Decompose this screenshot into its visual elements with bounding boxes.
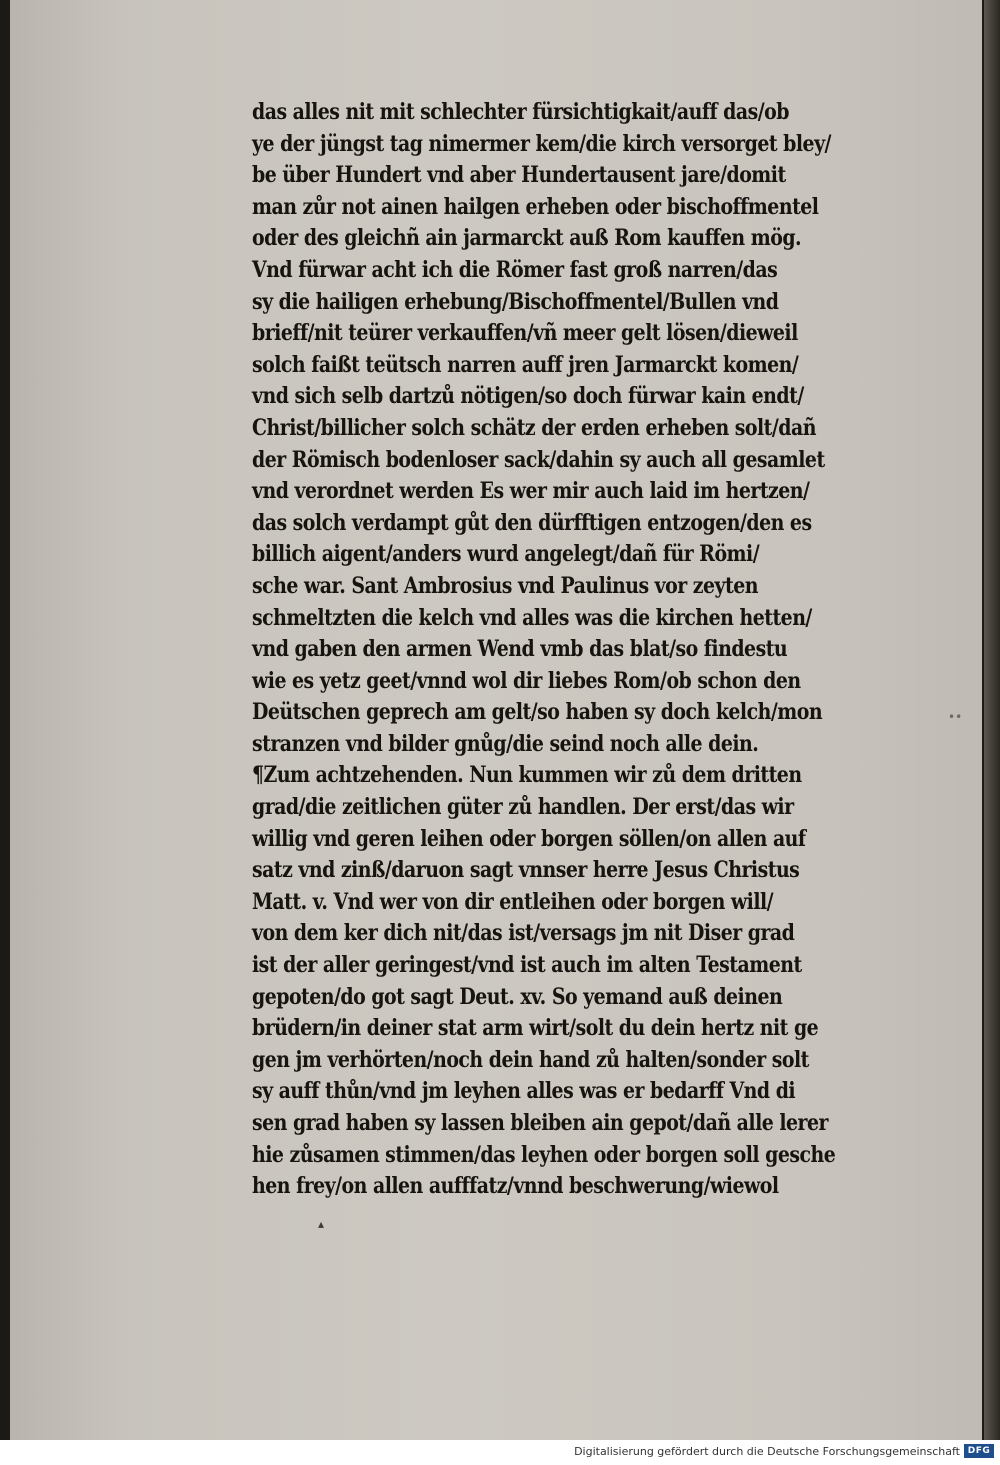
text-line: von dem ker dich nit/das ist/versags jm nit Diser grad bbox=[252, 920, 795, 947]
text-line: ist der aller geringest/vnd ist auch im alten Testament bbox=[252, 952, 802, 979]
text-line: sy auff thůn/vnd jm leyhen alles was er bedarff Vnd di bbox=[252, 1078, 796, 1105]
text-line: das alles nit mit schlechter fürsichtigkait/auff das/ob bbox=[252, 99, 789, 125]
signature-mark: ▴ bbox=[318, 1217, 325, 1231]
text-line: sche war. Sant Ambrosius vnd Paulinus vor zeyten bbox=[252, 572, 759, 599]
text-line: brüdern/in deiner stat arm wirt/solt du dein hertz nit ge bbox=[252, 1015, 819, 1042]
text-line: willig vnd geren leihen oder borgen söllen/on allen auf bbox=[252, 825, 806, 852]
text-column bbox=[252, 97, 942, 1203]
text-line: stranzen vnd bilder gnůg/die seind noch alle dein. bbox=[252, 730, 759, 757]
text-line: satz vnd zinß/daruon sagt vnnser herre Jesus Christus bbox=[252, 857, 800, 884]
text-line: gen jm verhörten/noch dein hand zů halten/sonder solt bbox=[252, 1046, 809, 1073]
text-line: wie es yetz geet/vnnd wol dir liebes Rom/ob schon den bbox=[252, 667, 801, 694]
text-line: sen grad haben sy lassen bleiben ain gepot/dañ alle lerer bbox=[252, 1110, 828, 1136]
text-line: brieff/nit teürer verkauffen/vñ meer gelt lösen/dieweil bbox=[252, 320, 798, 347]
text-line: man zůr not ainen hailgen erheben oder bischoffmentel bbox=[252, 193, 819, 220]
text-line: billich aigent/anders wurd angelegt/dañ für Römi/ bbox=[252, 541, 760, 568]
text-line: vnd sich selb dartzů nötigen/so doch fürwar kain endt/ bbox=[252, 383, 804, 410]
text-line: gepoten/do got sagt Deut. xv. So yemand auß deinen bbox=[252, 983, 783, 1010]
text-line: vnd verordnet werden Es wer mir auch laid im hertzen/ bbox=[252, 478, 810, 505]
credit-bar bbox=[0, 1440, 1000, 1465]
margin-mark: •• bbox=[948, 710, 963, 724]
text-line: sy die hailigen erhebung/Bischoffmentel/Bullen vnd bbox=[252, 288, 779, 315]
text-line: solch faißt teütsch narren auff jren Jarmarckt komen/ bbox=[252, 351, 799, 378]
text-line: das solch verdampt gůt den dürfftigen entzogen/den es bbox=[252, 509, 812, 536]
page-edge bbox=[984, 0, 1000, 1440]
funding-credit: Digitalisierung gefördert durch die Deutsche Forschungsgemeinschaft bbox=[574, 1445, 960, 1458]
text-line: Christ/billicher solch schätz der erden erheben solt/dañ bbox=[252, 414, 817, 441]
text-line: oder des gleichñ ain jarmarckt auß Rom kauffen mög. bbox=[252, 225, 802, 252]
text-line: grad/die zeitlichen güter zů handlen. Der erst/das wir bbox=[252, 794, 794, 821]
text-line: ¶Zum achtzehenden. Nun kummen wir zů dem dritten bbox=[252, 762, 802, 789]
text-line: Deütschen geprech am gelt/so haben sy doch kelch/mon bbox=[252, 699, 823, 726]
text-line: ye der jüngst tag nimermer kem/die kirch versorget bley/ bbox=[252, 130, 831, 157]
text-line: Matt. v. Vnd wer von dir entleihen oder borgen will/ bbox=[252, 888, 774, 915]
text-line: der Römisch bodenloser sack/dahin sy auch all gesamlet bbox=[252, 446, 825, 473]
text-line: vnd gaben den armen Wend vmb das blat/so findestu bbox=[252, 636, 788, 663]
text-line: schmeltzten die kelch vnd alles was die kirchen hetten/ bbox=[252, 604, 812, 631]
dfg-logo: DFG bbox=[964, 1444, 994, 1458]
text-line: Vnd fürwar acht ich die Römer fast groß narren/das bbox=[252, 256, 778, 283]
text-line: hen frey/on allen aufffatz/vnnd beschwerung/wiewol bbox=[252, 1173, 779, 1200]
text-line: be über Hundert vnd aber Hundertausent jare/domit bbox=[252, 162, 786, 189]
text-line: hie zůsamen stimmen/das leyhen oder borgen soll gesche bbox=[252, 1141, 836, 1168]
